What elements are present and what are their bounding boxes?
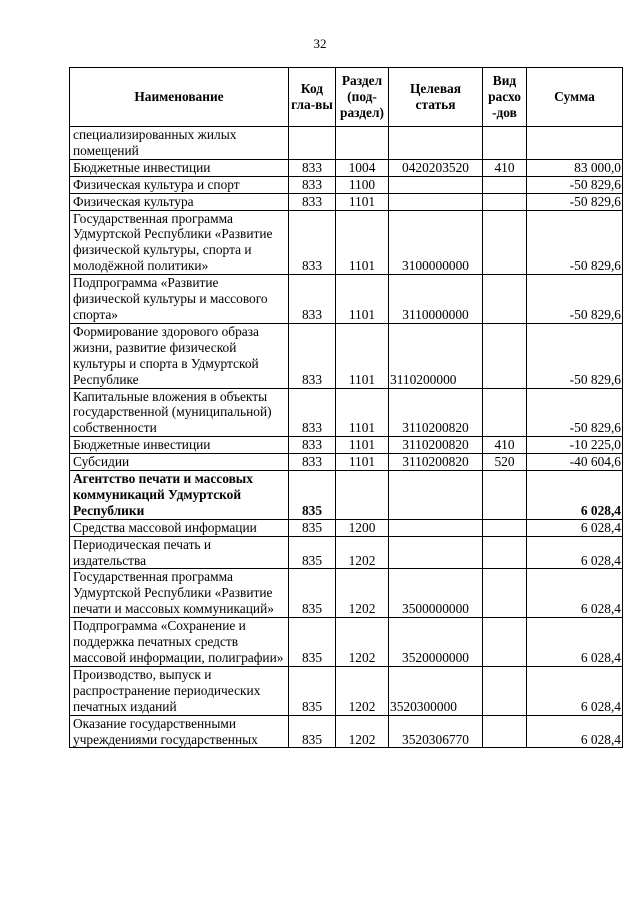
cell-sum: -50 829,6 xyxy=(527,323,623,388)
table-row xyxy=(70,159,623,176)
cell-expense-type: 410 xyxy=(483,437,527,454)
cell-sum: 6 028,4 xyxy=(527,519,623,536)
cell-section xyxy=(336,471,389,520)
cell-expense-type xyxy=(483,275,527,324)
cell-sum: 83 000,0 xyxy=(527,159,623,176)
cell-expense-type xyxy=(483,127,527,160)
cell-article xyxy=(389,471,483,520)
cell-name: специализированных жилых помещений xyxy=(70,127,289,160)
cell-sum: -50 829,6 xyxy=(527,176,623,193)
header-name: Наименование xyxy=(70,68,289,127)
cell-code: 833 xyxy=(289,388,336,437)
cell-expense-type xyxy=(483,536,527,569)
cell-name: Оказание государственными учреждениями государственных xyxy=(70,715,289,748)
cell-article: 3520000000 xyxy=(389,618,483,667)
cell-article: 3110200820 xyxy=(389,437,483,454)
cell-article: 3110000000 xyxy=(389,275,483,324)
cell-name: Бюджетные инвестиции xyxy=(70,159,289,176)
cell-sum: -50 829,6 xyxy=(527,210,623,275)
cell-sum: 6 028,4 xyxy=(527,536,623,569)
table-row xyxy=(70,715,623,748)
cell-code: 835 xyxy=(289,715,336,748)
table-row xyxy=(70,193,623,210)
table-row xyxy=(70,666,623,715)
cell-section: 1200 xyxy=(336,519,389,536)
table-row xyxy=(70,569,623,618)
cell-name: Агентство печати и массовых коммуникаций Удмуртской Республики xyxy=(70,471,289,520)
cell-code: 833 xyxy=(289,159,336,176)
cell-section: 1101 xyxy=(336,454,389,471)
cell-section xyxy=(336,127,389,160)
cell-section: 1202 xyxy=(336,536,389,569)
cell-expense-type: 410 xyxy=(483,159,527,176)
cell-section: 1101 xyxy=(336,193,389,210)
cell-section: 1100 xyxy=(336,176,389,193)
cell-article: 3110200820 xyxy=(389,454,483,471)
cell-article: 3100000000 xyxy=(389,210,483,275)
cell-expense-type xyxy=(483,323,527,388)
cell-article xyxy=(389,127,483,160)
cell-code: 833 xyxy=(289,437,336,454)
cell-article: 3520306770 xyxy=(389,715,483,748)
cell-name: Подпрограмма «Сохранение и поддержка печатных средств массовой информации, полиграфии» xyxy=(70,618,289,667)
cell-expense-type xyxy=(483,715,527,748)
cell-name: Формирование здорового образа жизни, развитие физической культуры и спорта в Удмуртской Республике xyxy=(70,323,289,388)
cell-sum: 6 028,4 xyxy=(527,666,623,715)
cell-code: 835 xyxy=(289,569,336,618)
cell-name: Бюджетные инвестиции xyxy=(70,437,289,454)
cell-section: 1202 xyxy=(336,666,389,715)
table-row xyxy=(70,536,623,569)
cell-code: 835 xyxy=(289,536,336,569)
page-number: 32 xyxy=(313,36,327,51)
cell-article: 3110200820 xyxy=(389,388,483,437)
cell-expense-type xyxy=(483,210,527,275)
cell-code: 835 xyxy=(289,519,336,536)
cell-name: Капитальные вложения в объекты государственной (муниципальной) собственности xyxy=(70,388,289,437)
cell-sum: -40 604,6 xyxy=(527,454,623,471)
cell-article: 3110200000 xyxy=(389,323,483,388)
cell-sum: 6 028,4 xyxy=(527,618,623,667)
cell-article: 0420203520 xyxy=(389,159,483,176)
cell-section: 1202 xyxy=(336,569,389,618)
cell-expense-type xyxy=(483,519,527,536)
table-row xyxy=(70,176,623,193)
cell-name: Государственная программа Удмуртской Республики «Развитие печати и массовых коммуникаций» xyxy=(70,569,289,618)
table-row xyxy=(70,618,623,667)
header-expense-type: Вид расхо -дов xyxy=(483,68,527,127)
table-row xyxy=(70,127,623,160)
cell-code: 833 xyxy=(289,176,336,193)
cell-code: 833 xyxy=(289,210,336,275)
cell-expense-type xyxy=(483,176,527,193)
cell-expense-type: 520 xyxy=(483,454,527,471)
cell-code: 835 xyxy=(289,618,336,667)
cell-section: 1202 xyxy=(336,715,389,748)
table-row xyxy=(70,388,623,437)
table-row xyxy=(70,471,623,520)
cell-section: 1101 xyxy=(336,275,389,324)
cell-code xyxy=(289,127,336,160)
cell-expense-type xyxy=(483,569,527,618)
cell-article: 3500000000 xyxy=(389,569,483,618)
cell-expense-type xyxy=(483,193,527,210)
header-section: Раздел (под-раздел) xyxy=(336,68,389,127)
cell-article xyxy=(389,536,483,569)
table-row xyxy=(70,210,623,275)
cell-name: Подпрограмма «Развитие физической культуры и массового спорта» xyxy=(70,275,289,324)
cell-sum xyxy=(527,127,623,160)
table-row xyxy=(70,437,623,454)
cell-sum: 6 028,4 xyxy=(527,569,623,618)
budget-table xyxy=(69,67,623,748)
cell-article: 3520300000 xyxy=(389,666,483,715)
cell-code: 833 xyxy=(289,323,336,388)
cell-name: Производство, выпуск и распространение периодических печатных изданий xyxy=(70,666,289,715)
cell-section: 1004 xyxy=(336,159,389,176)
table-row xyxy=(70,323,623,388)
cell-expense-type xyxy=(483,388,527,437)
cell-name: Периодическая печать и издательства xyxy=(70,536,289,569)
cell-expense-type xyxy=(483,618,527,667)
cell-article xyxy=(389,193,483,210)
header-code: Код гла-вы xyxy=(289,68,336,127)
header-sum: Сумма xyxy=(527,68,623,127)
cell-expense-type xyxy=(483,666,527,715)
cell-name: Физическая культура и спорт xyxy=(70,176,289,193)
header-article: Целевая статья xyxy=(389,68,483,127)
cell-article xyxy=(389,519,483,536)
cell-code: 833 xyxy=(289,454,336,471)
cell-code: 835 xyxy=(289,471,336,520)
cell-sum: -50 829,6 xyxy=(527,193,623,210)
cell-section: 1101 xyxy=(336,388,389,437)
cell-sum: 6 028,4 xyxy=(527,471,623,520)
table-row xyxy=(70,519,623,536)
cell-article xyxy=(389,176,483,193)
cell-code: 835 xyxy=(289,666,336,715)
cell-code: 833 xyxy=(289,275,336,324)
cell-section: 1202 xyxy=(336,618,389,667)
cell-name: Физическая культура xyxy=(70,193,289,210)
table-row xyxy=(70,454,623,471)
cell-sum: -50 829,6 xyxy=(527,388,623,437)
cell-sum: 6 028,4 xyxy=(527,715,623,748)
cell-name: Субсидии xyxy=(70,454,289,471)
cell-sum: -10 225,0 xyxy=(527,437,623,454)
cell-name: Средства массовой информации xyxy=(70,519,289,536)
cell-expense-type xyxy=(483,471,527,520)
cell-name: Государственная программа Удмуртской Республики «Развитие физической культуры, спорта и молодёжной политики» xyxy=(70,210,289,275)
cell-sum: -50 829,6 xyxy=(527,275,623,324)
table-row xyxy=(70,275,623,324)
cell-section: 1101 xyxy=(336,437,389,454)
cell-section: 1101 xyxy=(336,323,389,388)
table-header-row xyxy=(70,68,623,127)
cell-code: 833 xyxy=(289,193,336,210)
cell-section: 1101 xyxy=(336,210,389,275)
